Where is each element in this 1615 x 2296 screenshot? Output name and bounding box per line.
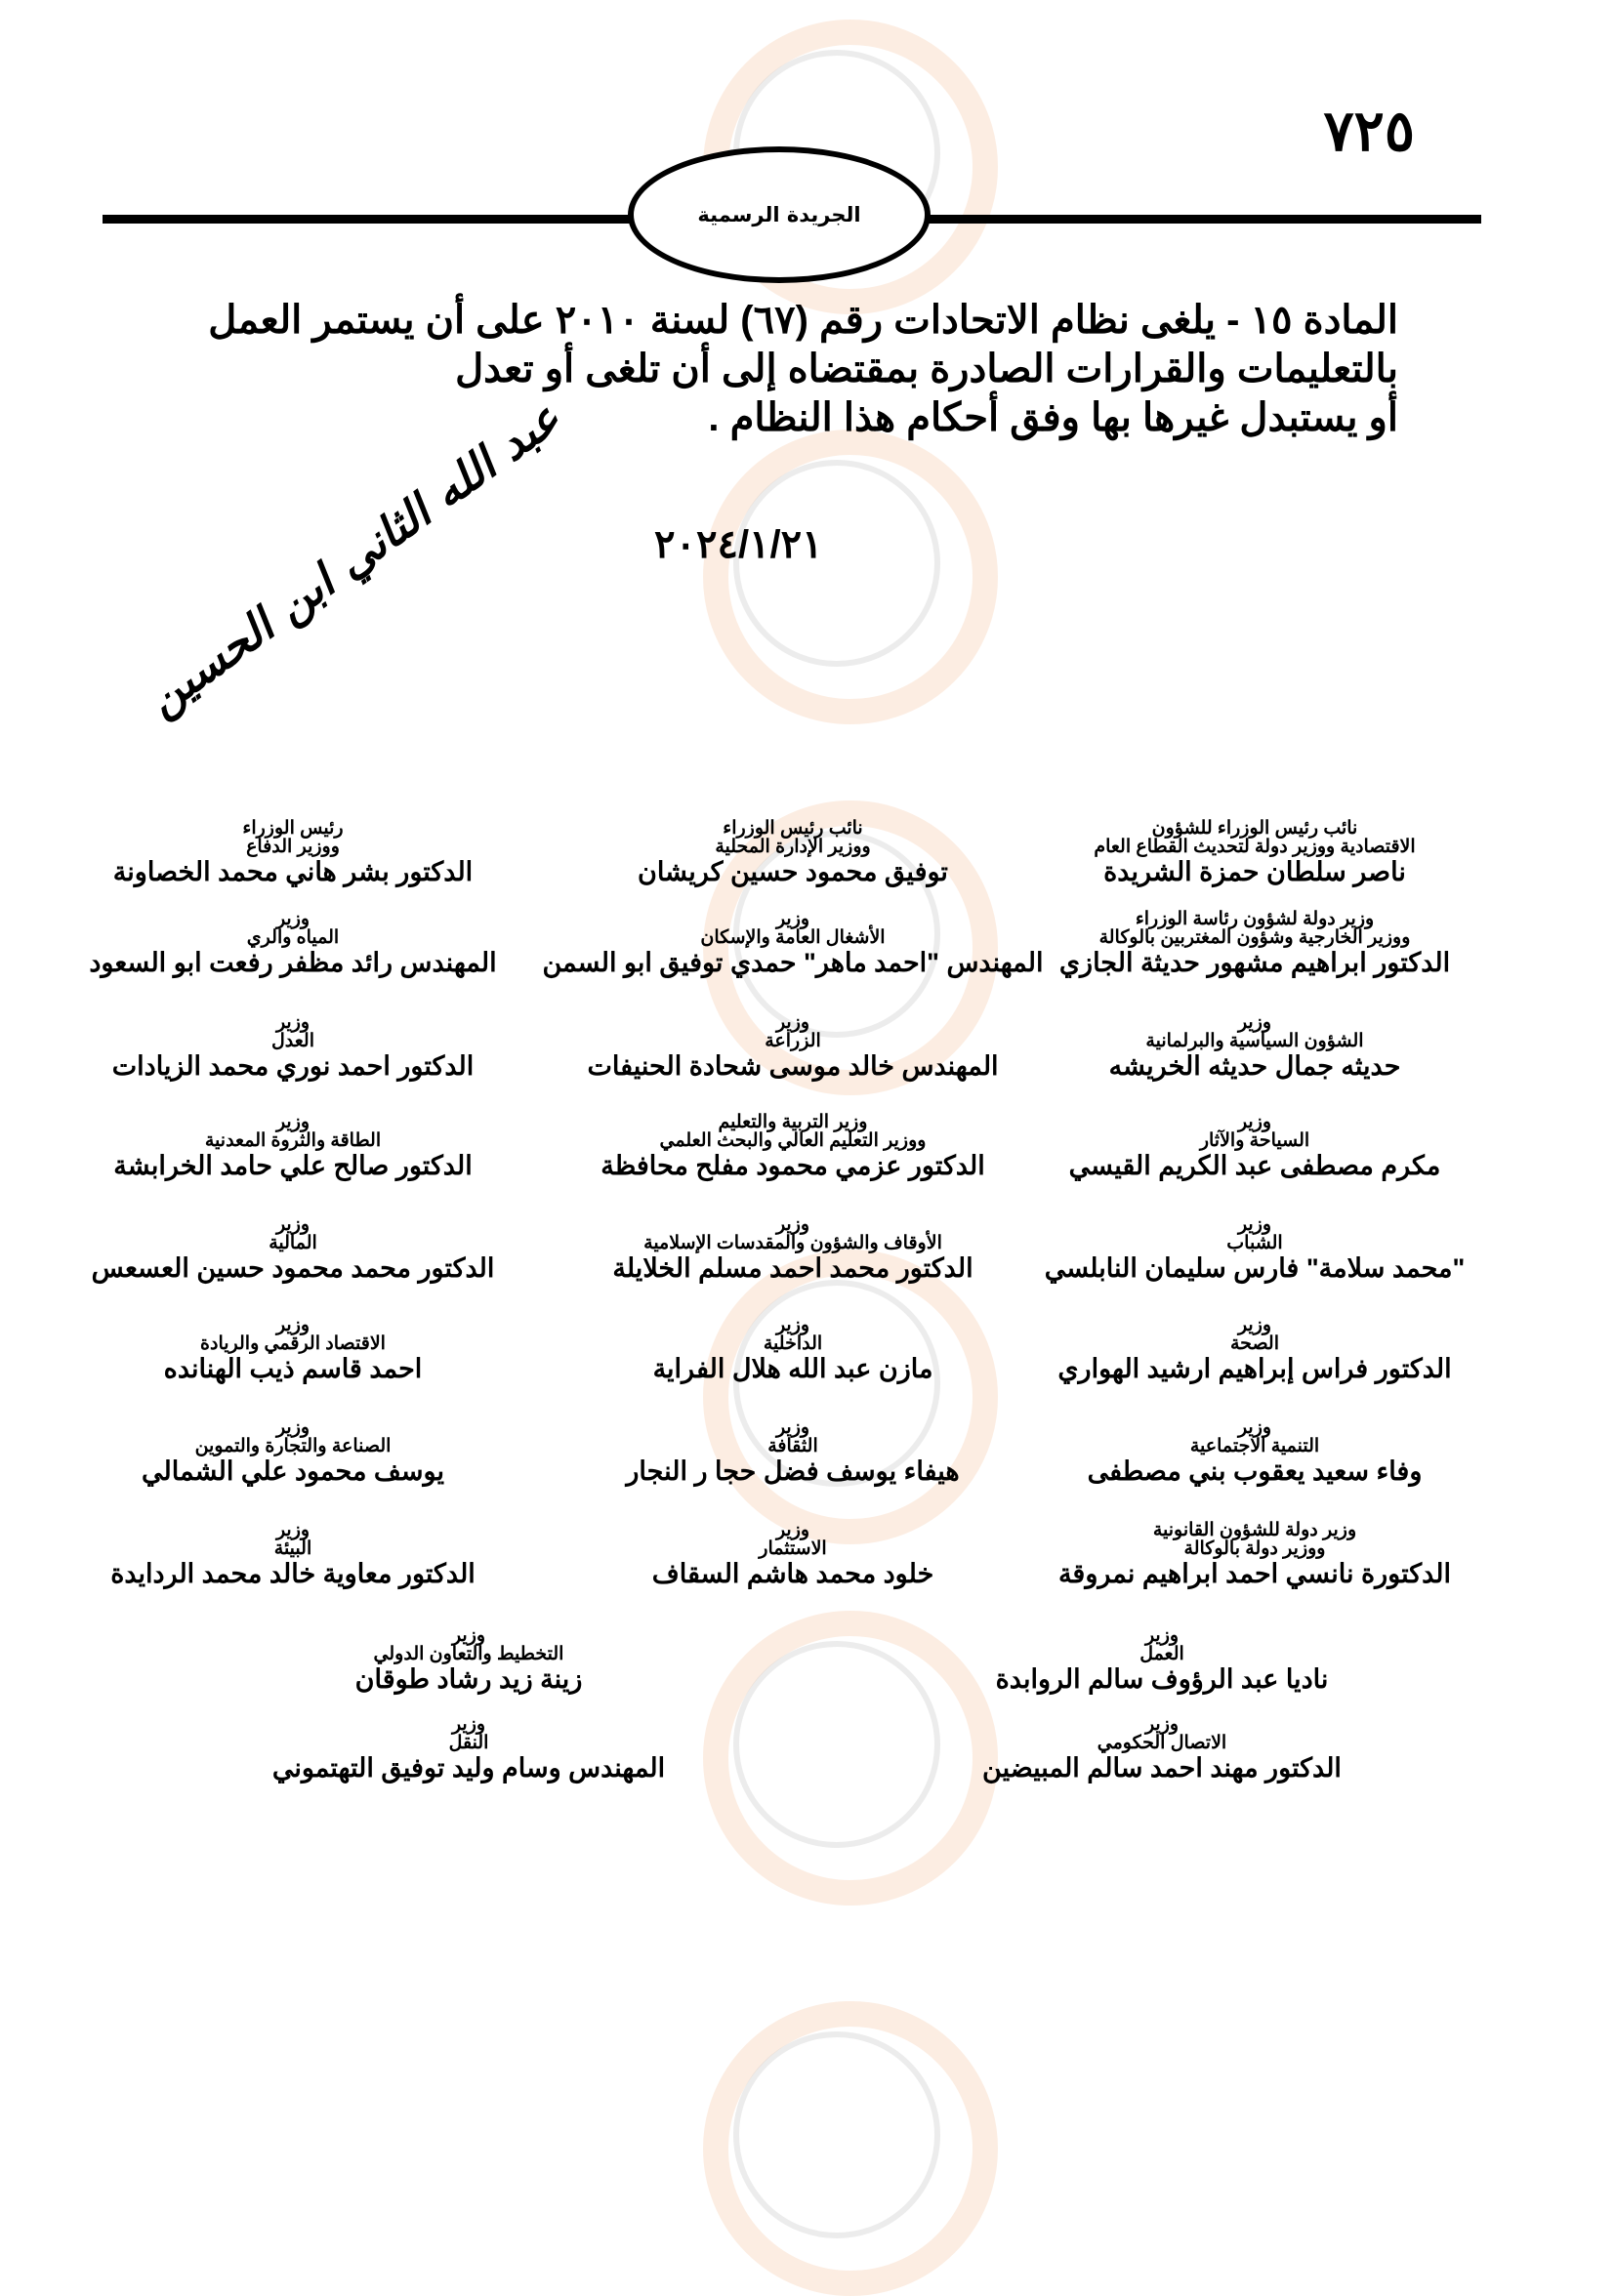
minister-signature <box>20 1113 566 1181</box>
minister-name: ناديا عبد الرؤوف سالم الروابدة <box>995 1664 1329 1694</box>
minister-title: الأوقاف والشؤون والمقدسات الإسلامية <box>643 1233 942 1253</box>
minister-title: وزير <box>1237 1315 1272 1335</box>
king-signature: عبد الله الثاني ابن الحسين <box>137 390 570 726</box>
minister-title: وزير <box>451 1625 486 1646</box>
gazette-title: الجريدة الرسمية <box>697 203 861 226</box>
gazette-header-oval <box>628 146 931 283</box>
minister-title: وزير <box>775 1012 810 1033</box>
minister-name: الدكتور معاوية خالد محمد الردايدة <box>110 1559 476 1588</box>
minister-title: وزير <box>275 1214 311 1235</box>
minister-title: نائب رئيس الوزراء <box>723 818 863 839</box>
minister-title: العدل <box>270 1031 314 1051</box>
minister-title: الصحة <box>1230 1333 1279 1354</box>
minister-signature <box>195 1715 742 1784</box>
minister-name: الدكتور فراس إبراهيم ارشيد الهواري <box>1057 1354 1452 1383</box>
minister-title: وزير دولة للشؤون القانونية <box>1152 1520 1357 1540</box>
minister-name: الدكتور بشر هاني محمد الخصاونة <box>112 857 474 886</box>
minister-signature <box>20 910 566 978</box>
minister-title: وزير <box>1237 1417 1272 1438</box>
minister-title: التخطيط والتعاون الدولي <box>373 1644 564 1664</box>
minister-title: وزير <box>1144 1714 1180 1735</box>
minister-name: حديثه جمال حديثه الخريشه <box>1108 1051 1401 1081</box>
page-number: ٧٢٥ <box>1323 100 1415 163</box>
minister-title: النقل <box>448 1733 489 1753</box>
minister-title: الداخلية <box>763 1333 823 1354</box>
minister-name: الدكتور عزمي محمود مفلح محافظة <box>600 1151 985 1180</box>
minister-title: وزير <box>275 1112 311 1132</box>
minister-title: الصناعة والتجارة والتموين <box>194 1436 392 1456</box>
minister-title: وزير <box>775 909 810 929</box>
minister-name: توفيق محمود حسين كريشان <box>638 857 948 886</box>
minister-signature <box>519 910 1066 978</box>
minister-title: ووزير دولة بالوكالة <box>1183 1538 1326 1559</box>
minister-title: الزراعة <box>765 1031 821 1051</box>
minister-name: المهندس وسام وليد توفيق التهتموني <box>271 1753 666 1783</box>
minister-name: المهندس "احمد ماهر" حمدي توفيق ابو السمن <box>542 948 1044 977</box>
minister-name: ناصر سلطان حمزة الشريدة <box>1103 857 1406 886</box>
minister-signature <box>519 1521 1066 1589</box>
minister-title: الشباب <box>1226 1233 1283 1253</box>
minister-title: وزير <box>1237 1012 1272 1033</box>
minister-signature <box>519 1215 1066 1284</box>
minister-title: وزير <box>275 1417 311 1438</box>
minister-title: الاقتصادية ووزير دولة لتحديث القطاع العام <box>1094 837 1416 857</box>
minister-title: الشؤون السياسية والبرلمانية <box>1145 1031 1364 1051</box>
minister-name: المهندس رائد مظفر رفعت ابو السعود <box>89 948 497 977</box>
minister-signature <box>20 1521 566 1589</box>
minister-title: وزير <box>1237 1214 1272 1235</box>
minister-title: الاتصال الحكومي <box>1097 1733 1227 1753</box>
minister-signature <box>20 1013 566 1082</box>
minister-title: المياه والري <box>246 927 340 948</box>
minister-signature <box>20 819 566 887</box>
minister-title: وزير <box>775 1520 810 1540</box>
decree-date: ٢٠٢٤/١/٢١ <box>654 523 823 566</box>
article-line: المادة ١٥ - يلغى نظام الاتحادات رقم (٦٧) لسنة ٢٠١٠ على أن يستمر العمل <box>208 299 1398 342</box>
minister-title: وزير دولة لشؤون رئاسة الوزراء <box>1135 909 1375 929</box>
minister-name: الدكتور مهند احمد سالم المبيضين <box>982 1753 1342 1783</box>
minister-name: الدكتور محمد محمود حسين العسعس <box>91 1253 495 1283</box>
minister-signature <box>889 1715 1435 1784</box>
minister-title: وزير <box>275 1520 311 1540</box>
minister-title: وزير <box>451 1714 486 1735</box>
minister-signature <box>519 819 1066 887</box>
minister-title: البيئة <box>273 1538 312 1559</box>
minister-name: الدكتورة نانسي احمد ابراهيم نمروقة <box>1057 1559 1452 1588</box>
minister-title: وزير <box>275 1315 311 1335</box>
minister-signature <box>519 1013 1066 1082</box>
minister-signature <box>519 1418 1066 1487</box>
minister-title: وزير <box>1144 1625 1180 1646</box>
minister-title: وزير التربية والتعليم <box>718 1112 868 1132</box>
minister-title: ووزير التعليم العالي والبحث العلمي <box>659 1130 927 1151</box>
minister-signature <box>889 1626 1435 1695</box>
minister-title: الأشغال العامة والإسكان <box>700 927 886 948</box>
minister-name: "محمد سلامة" فارس سليمان النابلسي <box>1044 1253 1466 1283</box>
minister-title: السياحة والآثار <box>1199 1130 1310 1151</box>
minister-title: رئيس الوزراء <box>242 818 344 839</box>
minister-title: العمل <box>1139 1644 1184 1664</box>
clock-ring-icon <box>703 1250 998 1544</box>
minister-name: هيفاء يوسف فضل حجا ر النجار <box>626 1456 960 1486</box>
minister-title: وزير <box>775 1315 810 1335</box>
minister-signature <box>195 1626 742 1695</box>
article-line: أو يستبدل غيرها بها وفق أحكام هذا النظام . <box>708 396 1398 439</box>
minister-name: زينة زيد رشاد طوقان <box>354 1664 583 1694</box>
minister-title: ووزير الإدارة المحلية <box>715 837 871 857</box>
minister-name: مكرم مصطفى عبد الكريم القيسي <box>1068 1151 1441 1180</box>
minister-name: مازن عبد الله هلال الفراية <box>652 1354 933 1383</box>
minister-signature <box>519 1316 1066 1384</box>
article-15 <box>139 296 1398 442</box>
minister-title: الاستثمار <box>759 1538 827 1559</box>
minister-name: الدكتور محمد احمد مسلم الخلايلة <box>612 1253 973 1283</box>
minister-title: ووزير الخارجية وشؤون المغتربين بالوكالة <box>1098 927 1411 948</box>
minister-title: التنمية الاجتماعية <box>1189 1436 1320 1456</box>
minister-title: الطاقة والثروة المعدنية <box>204 1130 382 1151</box>
clock-ring-icon <box>703 430 998 724</box>
minister-name: الدكتور ابراهيم مشهور حديثة الجازي <box>1058 948 1451 977</box>
clock-face-icon <box>733 2031 940 2238</box>
minister-title: المالية <box>269 1233 317 1253</box>
minister-name: وفاء سعيد يعقوب بني مصطفى <box>1087 1456 1423 1486</box>
minister-signature <box>20 1316 566 1384</box>
minister-title: وزير <box>775 1214 810 1235</box>
minister-name: احمد قاسم ذيب الهنانده <box>163 1354 423 1383</box>
minister-name: الدكتور صالح علي حامد الخرابشة <box>113 1151 473 1180</box>
minister-name: الدكتور احمد نوري محمد الزيادات <box>111 1051 475 1081</box>
minister-title: وزير <box>275 1012 311 1033</box>
minister-name: يوسف محمود علي الشمالي <box>142 1456 444 1486</box>
clock-ring-icon <box>703 2001 998 2296</box>
minister-name: خلود محمد هاشم السقاف <box>651 1559 934 1588</box>
minister-name: المهندس خالد موسى شحادة الحنيفات <box>587 1051 999 1081</box>
minister-title: الاقتصاد الرقمي والريادة <box>200 1333 386 1354</box>
minister-title: وزير <box>1237 1112 1272 1132</box>
minister-signature <box>519 1113 1066 1181</box>
minister-signature <box>20 1215 566 1284</box>
minister-title: ووزير الدفاع <box>246 837 340 857</box>
minister-title: وزير <box>775 1417 810 1438</box>
minister-title: وزير <box>275 909 311 929</box>
minister-title: الثقافة <box>767 1436 818 1456</box>
minister-signature <box>20 1418 566 1487</box>
minister-title: نائب رئيس الوزراء للشؤون <box>1151 818 1358 839</box>
article-line: بالتعليمات والقرارات الصادرة بمقتضاه إلى أن تلغى أو تعدل <box>455 348 1398 390</box>
